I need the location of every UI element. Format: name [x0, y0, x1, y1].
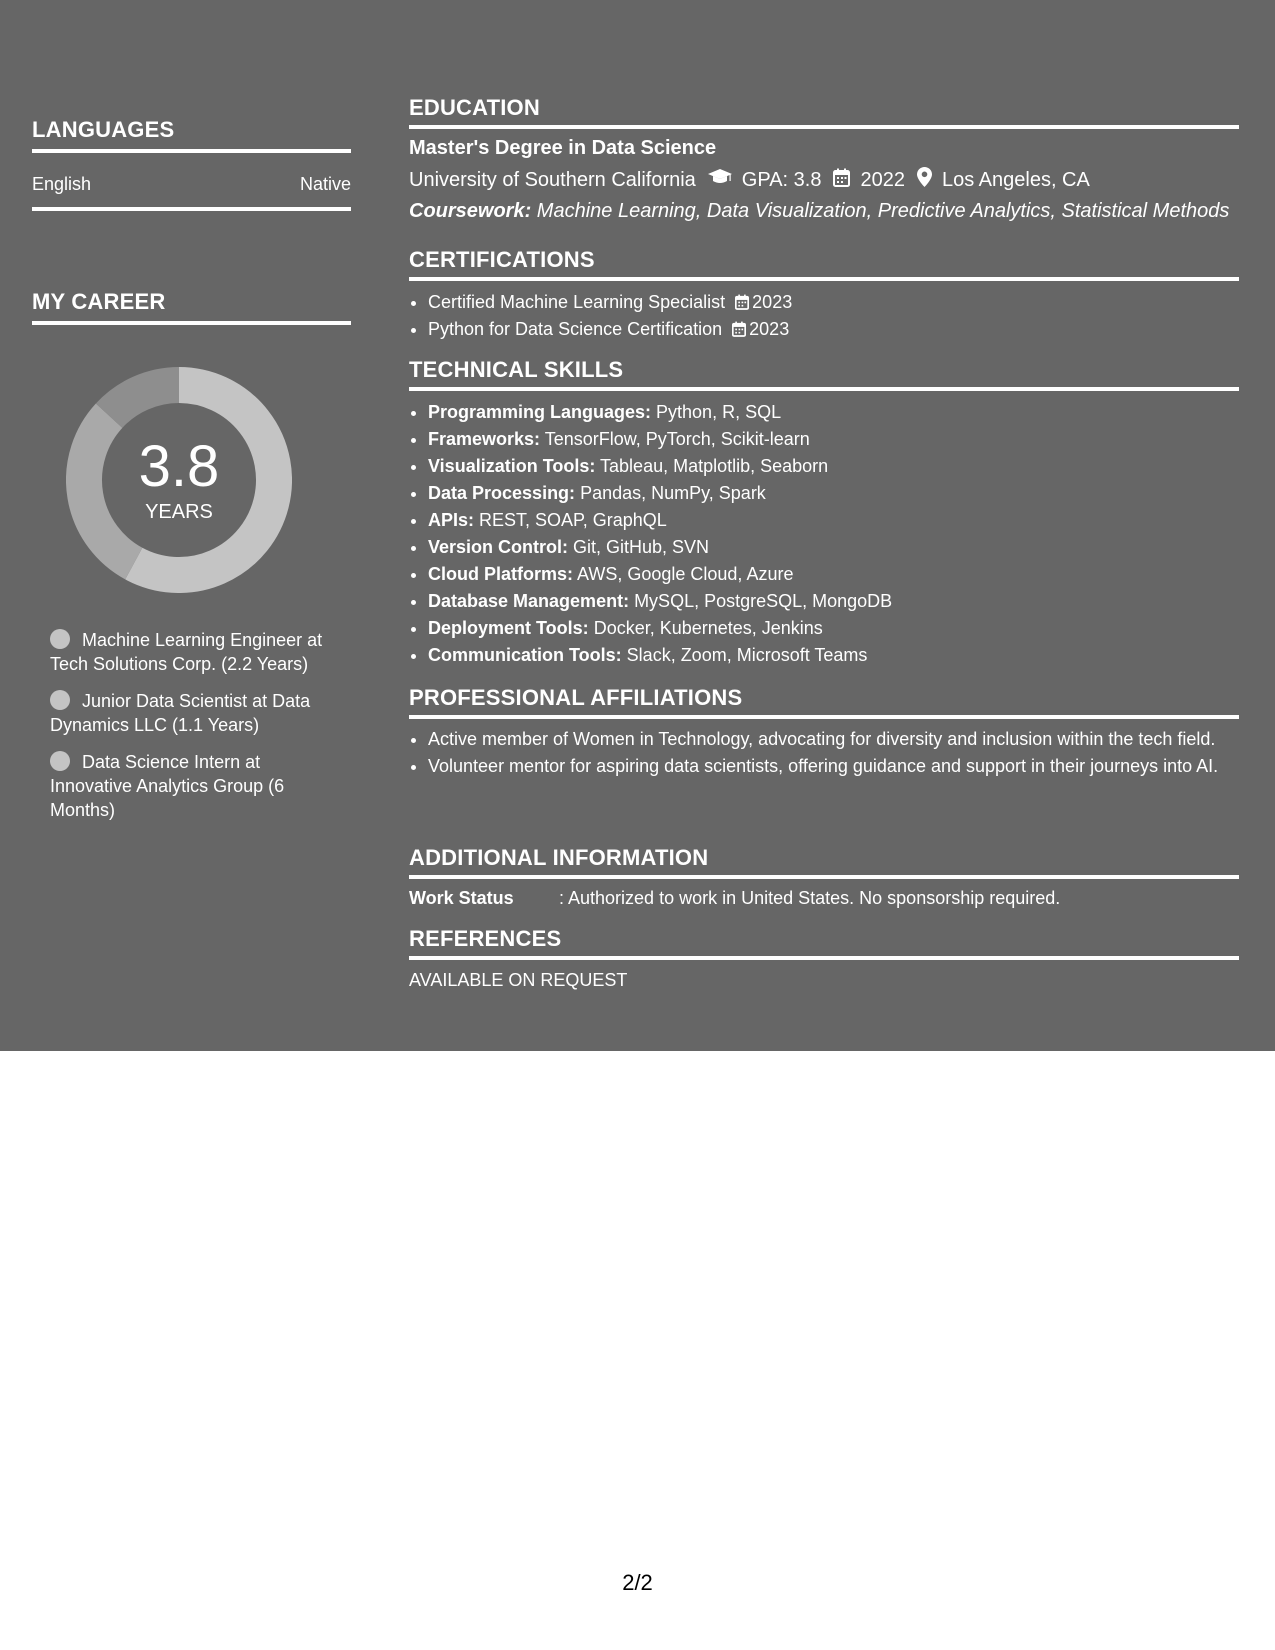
skill-item — [428, 561, 1239, 588]
skill-item — [428, 534, 1239, 561]
work-status-label: Work Status — [409, 888, 514, 908]
coursework-list: Machine Learning, Data Visualization, Predictive Analytics, Statistical Methods — [531, 200, 1230, 222]
certifications-list — [409, 289, 1239, 343]
skill-label: Frameworks: — [428, 429, 541, 449]
skill-value: Python, R, SQL — [651, 402, 782, 422]
additional-info-heading: ADDITIONAL INFORMATION — [409, 845, 1239, 879]
skill-label: APIs: — [428, 510, 475, 530]
career-heading: MY CAREER — [32, 289, 351, 325]
education-coursework — [409, 200, 1239, 223]
skill-label: Cloud Platforms: — [428, 564, 574, 584]
certification-date — [735, 292, 792, 312]
affiliations-list — [409, 727, 1239, 778]
additional-info-section — [409, 845, 1239, 909]
affiliations-heading: PROFESSIONAL AFFILIATIONS — [409, 685, 1239, 719]
coursework-label: Coursework: — [409, 200, 532, 222]
references-heading: REFERENCES — [409, 926, 1239, 960]
language-level: Native — [299, 174, 351, 194]
skill-item — [428, 453, 1239, 480]
skill-value: Pandas, NumPy, Spark — [575, 483, 766, 503]
career-item-text: Junior Data Scientist at Data Dynamics LLC (1.1 Years) — [50, 691, 311, 735]
skill-item — [428, 399, 1239, 426]
skill-label: Version Control: — [428, 537, 569, 557]
calendar-icon — [833, 168, 850, 193]
career-total-value: 3.8 — [138, 433, 220, 499]
education-details — [409, 167, 1239, 193]
certifications-heading: CERTIFICATIONS — [409, 247, 1239, 281]
education-heading: EDUCATION — [409, 95, 1239, 129]
career-total-unit: YEARS — [145, 500, 213, 523]
certification-name: Certified Machine Learning Specialist — [428, 292, 726, 312]
work-status-row — [409, 888, 1239, 909]
skill-value: Slack, Zoom, Microsoft Teams — [621, 645, 868, 665]
work-status-value: : Authorized to work in United States. No sponsorship required. — [559, 888, 1061, 908]
education-gpa: GPA: 3.8 — [741, 168, 822, 191]
skill-value: TensorFlow, PyTorch, Scikit-learn — [540, 429, 810, 449]
career-total — [66, 367, 292, 593]
skills-heading: TECHNICAL SKILLS — [409, 357, 1239, 391]
affiliations-section — [409, 685, 1239, 781]
calendar-icon — [735, 294, 749, 310]
bullet-dot-icon — [50, 751, 70, 771]
skill-item — [428, 615, 1239, 642]
languages-heading: LANGUAGES — [32, 117, 351, 153]
skill-item — [428, 507, 1239, 534]
career-item-text: Data Science Intern at Innovative Analytics Group (6 Months) — [50, 752, 285, 820]
location-pin-icon — [917, 167, 932, 193]
career-list — [50, 628, 330, 835]
education-section — [409, 95, 1239, 223]
skill-item — [428, 480, 1239, 507]
affiliation-item: • Active member of Women in Technology, advocating for diversity and inclusion within the tech field. — [428, 727, 1239, 751]
bullet-dot-icon — [50, 690, 70, 710]
skill-label: Communication Tools: — [428, 645, 622, 665]
skill-label: Programming Languages: — [428, 402, 652, 422]
certification-name: Python for Data Science Certification — [428, 319, 723, 339]
bullet-dot-icon — [50, 629, 70, 649]
certification-item — [428, 316, 1239, 343]
calendar-icon — [732, 321, 746, 337]
language-row — [32, 174, 351, 211]
certification-item — [428, 289, 1239, 316]
skill-label: Deployment Tools: — [428, 618, 589, 638]
skill-label: Data Processing: — [428, 483, 576, 503]
education-location: Los Angeles, CA — [941, 168, 1090, 191]
certifications-section — [409, 247, 1239, 343]
certification-year: 2023 — [749, 319, 790, 339]
skill-label: Visualization Tools: — [428, 456, 596, 476]
education-school: University of Southern California — [409, 168, 696, 191]
skills-list — [409, 399, 1239, 669]
skill-label: Database Management: — [428, 591, 630, 611]
skill-value: MySQL, PostgreSQL, MongoDB — [629, 591, 893, 611]
references-text: AVAILABLE ON REQUEST — [409, 970, 628, 990]
skill-item — [428, 642, 1239, 669]
graduation-cap-icon — [708, 168, 732, 192]
skill-value: Git, GitHub, SVN — [568, 537, 710, 557]
skill-item — [428, 588, 1239, 615]
skill-item — [428, 426, 1239, 453]
skills-section — [409, 357, 1239, 669]
page-number: 2/2 — [622, 1570, 653, 1595]
skill-value: Tableau, Matplotlib, Seaborn — [595, 456, 829, 476]
education-year: 2022 — [860, 168, 905, 191]
references-section — [409, 926, 1239, 991]
education-degree: Master's Degree in Data Science — [409, 137, 717, 159]
career-item — [50, 689, 330, 737]
language-name: English — [32, 174, 92, 194]
career-item-text: Machine Learning Engineer at Tech Solutions Corp. (2.2 Years) — [50, 630, 323, 674]
skill-value: Docker, Kubernetes, Jenkins — [588, 618, 823, 638]
affiliation-item: • Volunteer mentor for aspiring data scientists, offering guidance and support in their journeys into AI. — [428, 754, 1239, 778]
certification-year: 2023 — [752, 292, 793, 312]
certification-date — [732, 319, 789, 339]
skill-value: REST, SOAP, GraphQL — [474, 510, 667, 530]
career-item — [50, 628, 330, 676]
skill-value: AWS, Google Cloud, Azure — [573, 564, 794, 584]
career-item — [50, 750, 330, 822]
